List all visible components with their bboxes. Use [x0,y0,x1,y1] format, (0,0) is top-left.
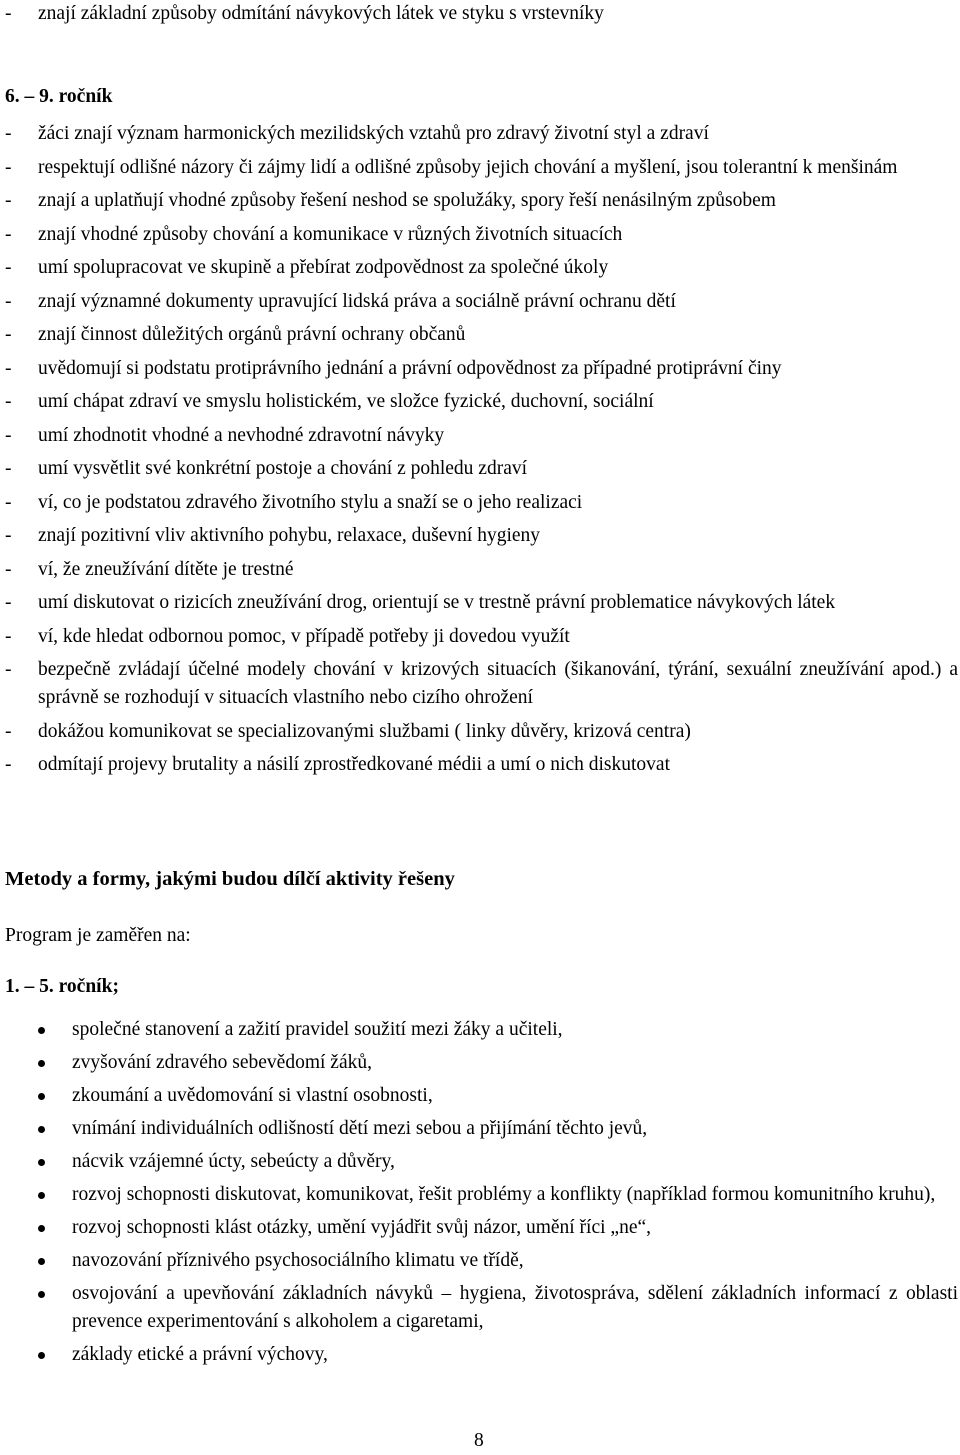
dash-marker: - [5,659,12,680]
list-item [0,718,958,746]
bullet-dot-icon [38,1352,45,1359]
sub-heading: 1. – 5. ročník; [5,976,119,997]
list-item-text: respektují odlišné názory či zájmy lidí a odlišné způsoby jejich chování a myšlení, jsou tolerantní k menšinám [38,156,898,178]
dash-marker: - [5,324,12,345]
program-list [0,1016,958,1374]
list-item-text: bezpečně zvládají účelné modely chování v krizových situacích (šikanování, týrání, sexuální zneužívání apod.) a správně se rozhodují v situacích vlastního nebo cizího ohrožení [38,659,958,708]
page-number: 8 [474,1430,484,1451]
bullet-item [0,1181,958,1209]
dash-marker: - [5,491,12,513]
dash-marker: - [5,123,12,144]
bullet-item-text: navozování příznivého psychosociálního klimatu ve třídě, [72,1250,524,1271]
dash-marker: - [5,592,12,613]
list-item-text: znají pozitivní vliv aktivního pohybu, relaxace, duševní hygieny [38,525,541,546]
dash-marker: - [5,424,12,446]
list-item [0,288,958,316]
dash-marker: - [5,625,12,647]
dash-marker: - [5,458,12,479]
list-item-text: znají významné dokumenty upravující lidská práva a sociálně právní ochranu dětí [38,290,676,312]
bullet-item-text: vnímání individuálních odlišností dětí mezi sebou a přijímání těchto jevů, [72,1118,648,1139]
dash-marker: - [5,190,12,211]
list-item-text: umí vysvětlit své konkrétní postoje a chování z pohledu zdraví [38,458,528,479]
bullet-item [0,1280,958,1336]
dash-marker: - [5,525,12,546]
list-item [0,254,958,282]
bullet-dot-icon [38,1027,45,1034]
list-item [0,556,958,584]
bullet-item-text: osvojování a upevňování základních návyků – hygiena, životospráva, sdělení základních informací z oblasti prevence experimentování s alkoholem a cigaretami, [72,1283,958,1332]
bullet-item [0,1214,958,1242]
bullet-item [0,1247,958,1275]
bullet-item-text: rozvoj schopnosti diskutovat, komunikovat, řešit problémy a konflikty (například formou komunitního kruhu), [72,1184,936,1205]
list-item-text: žáci znají význam harmonických mezilidských vztahů pro zdravý životní styl a zdraví [38,123,709,144]
list-item [0,120,958,148]
list-item [0,187,958,215]
bullet-dot-icon [38,1126,45,1133]
dash-marker: - [5,223,12,245]
list-item [0,388,958,416]
list-item [0,489,958,517]
bullet-item-text: společné stanovení a zažití pravidel soužití mezi žáky a učiteli, [72,1019,563,1040]
dash-marker: - [5,558,12,580]
program-label: Program je zaměřen na: [5,925,191,946]
list-item-text: znají základní způsoby odmítání návykových látek ve styku s vrstevníky [38,3,604,24]
grade-objectives-list [0,120,958,785]
list-item [0,0,958,28]
list-item-text: znají činnost důležitých orgánů právní ochrany občanů [38,324,466,345]
bullet-dot-icon [38,1093,45,1100]
bullet-dot-icon [38,1291,45,1298]
list-item [0,455,958,483]
list-item [0,154,958,182]
bullet-item [0,1016,958,1044]
list-item [0,656,958,712]
list-item-text: umí diskutovat o rizicích zneužívání drog, orientují se v trestně právní problematice návykových látek [38,592,836,613]
list-item [0,321,958,349]
dash-marker: - [5,754,12,775]
dash-marker: - [5,3,12,24]
list-item [0,522,958,550]
list-item-text: odmítají projevy brutality a násilí zprostředkované médii a umí o nich diskutovat [38,754,670,775]
bullet-item [0,1082,958,1110]
grade-heading: 6. – 9. ročník [5,86,113,107]
list-item-text: znají vhodné způsoby chování a komunikace v různých životních situacích [38,223,623,245]
bullet-item-text: zvyšování zdravého sebevědomí žáků, [72,1052,372,1073]
list-item-text: umí spolupracovat ve skupině a přebírat zodpovědnost za společné úkoly [38,257,609,278]
list-item [0,355,958,383]
list-item [0,623,958,651]
bullet-item-text: nácvik vzájemné úcty, sebeúcty a důvěry, [72,1151,395,1172]
list-item [0,221,958,249]
list-item-text: ví, kde hledat odbornou pomoc, v případě potřeby ji dovedou využít [38,625,570,647]
list-item-text: uvědomují si podstatu protiprávního jednání a právní odpovědnost za případné protiprávní činy [38,357,782,379]
list-item [0,589,958,617]
bullet-item-text: zkoumání a uvědomování si vlastní osobnosti, [72,1085,433,1106]
bullet-item-text: rozvoj schopnosti klást otázky, umění vyjádřit svůj názor, umění říci „ne“, [72,1217,652,1238]
list-item-text: znají a uplatňují vhodné způsoby řešení neshod se spolužáky, spory řeší nenásilným způsobem [38,190,776,211]
bullet-item [0,1341,958,1369]
bullet-dot-icon [38,1258,45,1265]
dash-marker: - [5,257,12,278]
list-item-text: umí chápat zdraví ve smyslu holistickém, ve složce fyzické, duchovní, sociální [38,391,654,412]
bullet-item [0,1049,958,1077]
list-item-text: ví, co je podstatou zdravého životního stylu a snaží se o jeho realizaci [38,491,583,513]
dash-marker: - [5,391,12,412]
list-item-text: dokážou komunikovat se specializovanými službami ( linky důvěry, krizová centra) [38,720,691,742]
dash-marker: - [5,290,12,312]
bullet-dot-icon [38,1060,45,1067]
bullet-dot-icon [38,1159,45,1166]
list-item-text: umí zhodnotit vhodné a nevhodné zdravotní návyky [38,424,445,446]
bullet-item [0,1115,958,1143]
bullet-dot-icon [38,1225,45,1232]
dash-marker: - [5,156,12,178]
list-item [0,422,958,450]
list-item-text: ví, že zneužívání dítěte je trestné [38,558,294,580]
bullet-item [0,1148,958,1176]
dash-marker: - [5,357,12,379]
methods-heading: Metody a formy, jakými budou dílčí aktivity řešeny [5,868,455,890]
bullet-dot-icon [38,1192,45,1199]
list-item [0,751,958,779]
top-list [0,0,958,28]
dash-marker: - [5,720,12,742]
bullet-item-text: základy etické a právní výchovy, [72,1344,328,1365]
